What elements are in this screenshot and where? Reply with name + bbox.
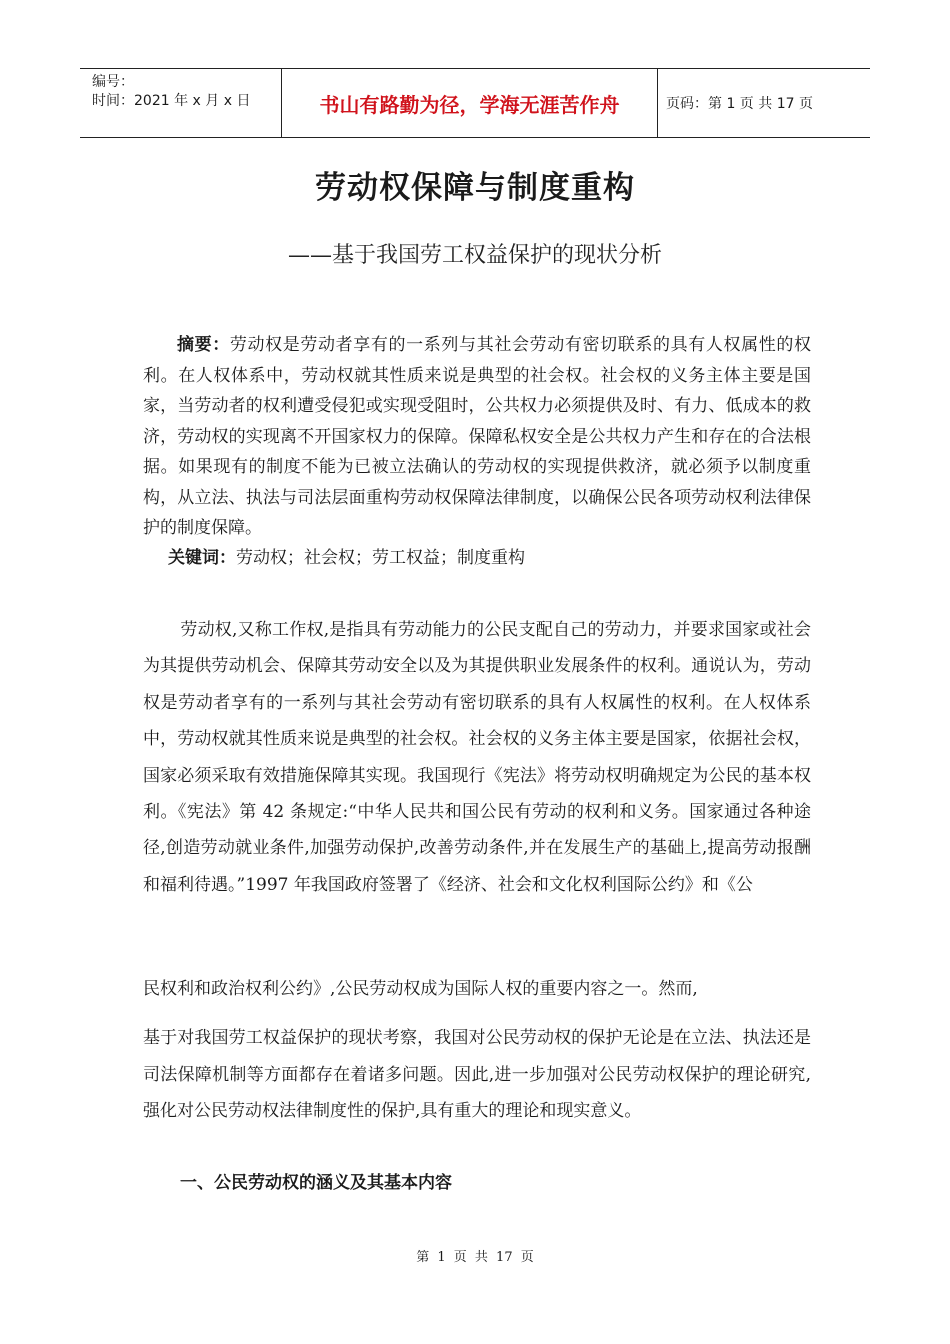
page-header xyxy=(80,68,870,138)
document-time-label: 时间：2021 年 x 月 x 日 xyxy=(92,93,251,109)
header-page-code: 页码：第 1 页 共 17 页 xyxy=(666,96,813,112)
abstract-label: 摘要： xyxy=(177,335,230,355)
body-paragraph-3: 基于对我国劳工权益保护的现状考察，我国对公民劳动权的保护无论是在立法、执法还是司法保障机制等方面都存在着诸多问题。因此,进一步加强对公民劳动权保护的理论研究,强化对公民劳动权法律制度性的保护,具有重大的理论和现实意义。 xyxy=(143,1028,811,1121)
header-motto: 书山有路勤为径，学海无涯苦作舟 xyxy=(282,69,658,137)
document-subtitle: ——基于我国劳工权益保护的现状分析 xyxy=(287,243,662,268)
body-paragraph-2: 民权利和政治权利公约》,公民劳动权成为国际人权的重要内容之一。然而, xyxy=(143,979,698,999)
document-number-label: 编号： xyxy=(92,74,134,90)
keywords-text: 劳动权；社会权；劳工权益；制度重构 xyxy=(236,548,525,568)
page-footer: 第 1 页 共 17 页 xyxy=(416,1250,534,1265)
keywords xyxy=(168,543,808,573)
header-meta xyxy=(80,69,282,137)
keywords-label: 关键词： xyxy=(168,548,236,568)
abstract-text: 劳动权是劳动者享有的一系列与其社会劳动有密切联系的具有人权属性的权利。在人权体系中，劳动权就其性质来说是典型的社会权。社会权的义务主体主要是国家，当劳动者的权利遭受侵犯或实现受阻时，公共权力必须提供及时、有力、低成本的救济，劳动权的实现离不开国家权力的保障。保障私权安全是公共权力产生和存在的合法根据。如果现有的制度不能为已被立法确认的劳动权的实现提供救济，就必须予以制度重构，从立法、执法与司法层面重构劳动权保障法律制度，以确保公民各项劳动权利法律保护的制度保障。 xyxy=(143,335,812,538)
section-heading: 一、公民劳动权的涵义及其基本内容 xyxy=(180,1173,452,1193)
document-title: 劳动权保障与制度重构 xyxy=(315,170,635,206)
abstract xyxy=(143,330,811,544)
body-paragraph-1: 劳动权,又称工作权,是指具有劳动能力的公民支配自己的劳动力，并要求国家或社会为其提供劳动机会、保障其劳动安全以及为其提供职业发展条件的权利。通说认为，劳动权是劳动者享有的一系列与其社会劳动有密切联系的具有人权属性的权利。在人权体系中，劳动权就其性质来说是典型的社会权。社会权的义务主体主要是国家，依据社会权，国家必须采取有效措施保障其实现。我国现行《宪法》将劳动权明确规定为公民的基本权利。《宪法》第 42 条规定:“中华人民共和国公民有劳动的权利和义务。国家通过各种途径,创造劳动就业条件,加强劳动保护,改善劳动条件,并在发展生产的基础上,提高劳动报酬和福利待遇。”1997 年我国政府签署了《经济、社会和文化权利国际公约》和《公 xyxy=(143,620,811,895)
